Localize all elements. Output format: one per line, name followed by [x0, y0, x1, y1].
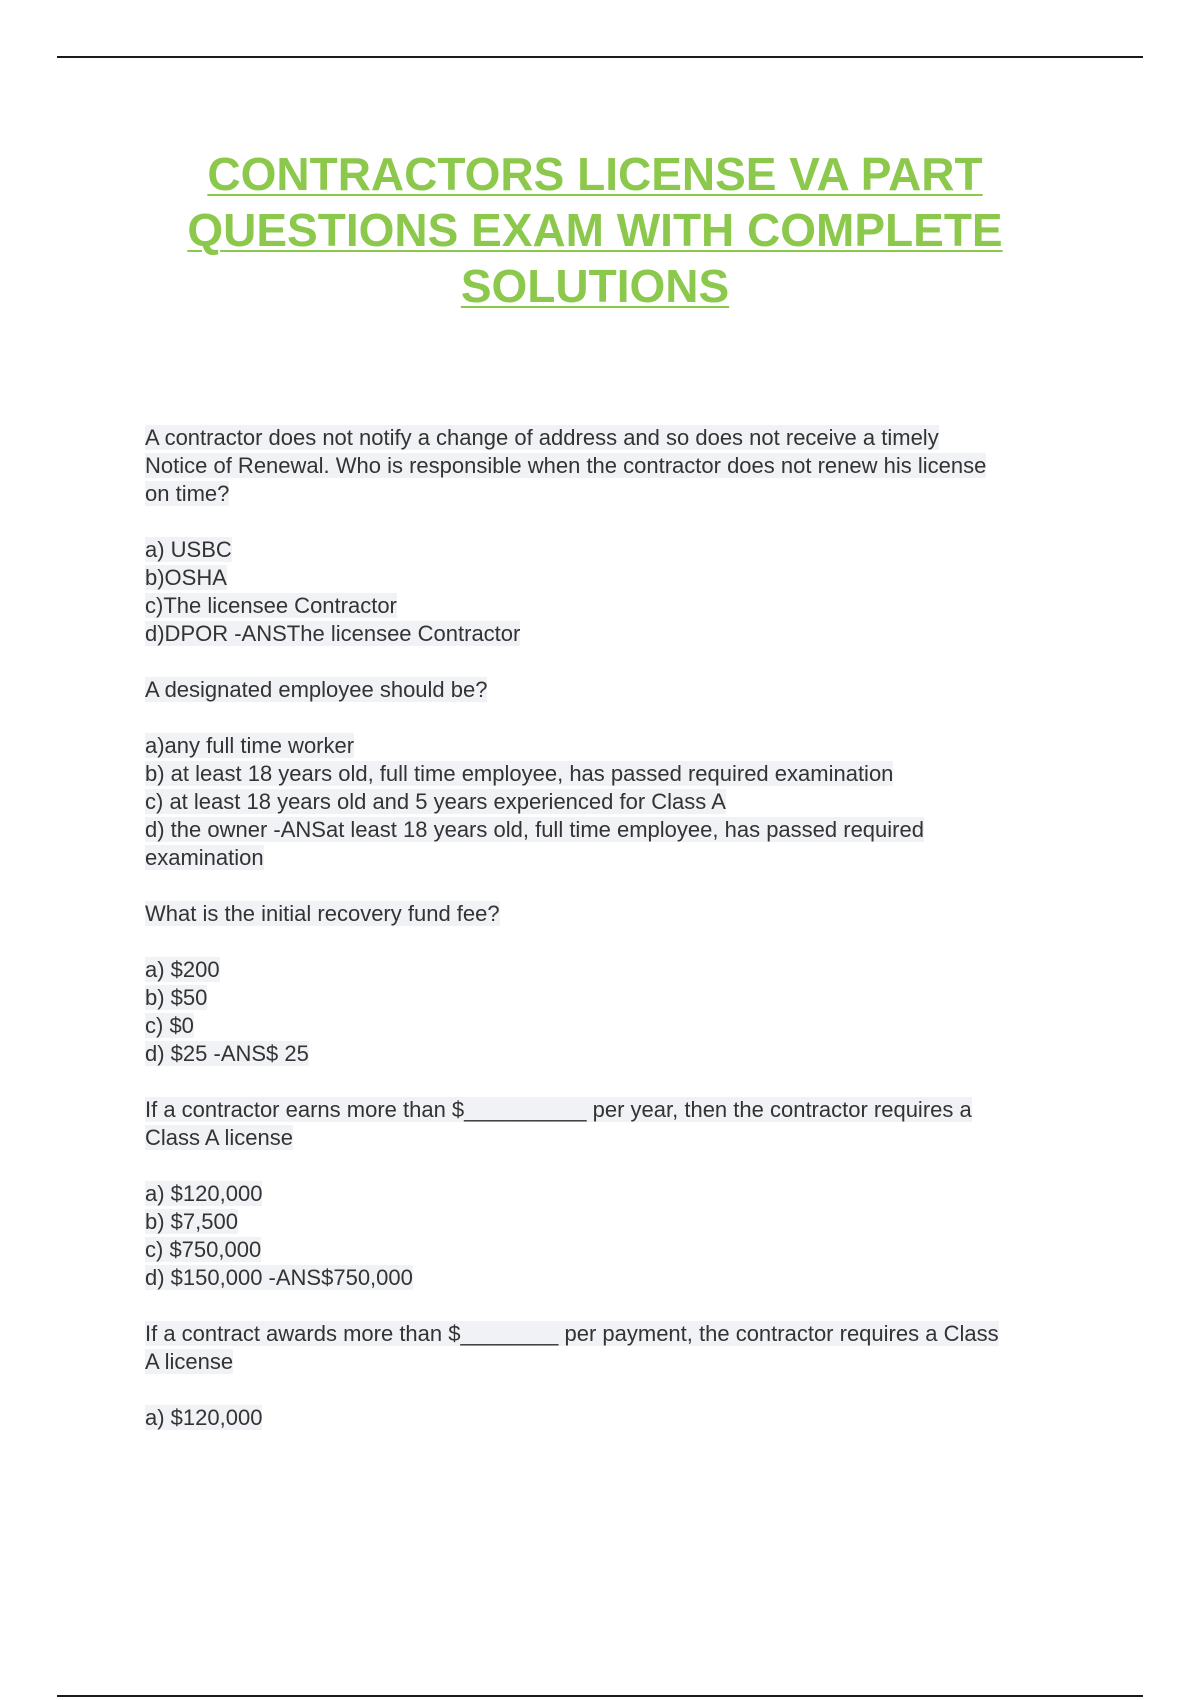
option-line: a) USBC	[145, 537, 232, 562]
question-text-line: Class A license	[145, 1125, 293, 1150]
option-line: a)any full time worker	[145, 733, 355, 758]
option-answer-line: d) $25 -ANS$ 25	[145, 1041, 309, 1066]
question-text-line: A designated employee should be?	[145, 677, 488, 702]
option-answer-line: d) $150,000 -ANS$750,000	[145, 1265, 413, 1290]
bottom-rule	[57, 1695, 1143, 1697]
options-1	[145, 536, 1095, 648]
option-line: a) $120,000	[145, 1181, 263, 1206]
question-4	[145, 1096, 1095, 1152]
document-body	[145, 424, 1095, 1460]
option-line: a) $120,000	[145, 1405, 263, 1430]
options-3	[145, 956, 1095, 1068]
option-line: b) $7,500	[145, 1209, 238, 1234]
option-answer-line: examination	[145, 845, 264, 870]
option-line: c) at least 18 years old and 5 years experienced for Class A	[145, 789, 726, 814]
option-line: c)The licensee Contractor	[145, 593, 397, 618]
question-text-line: A contractor does not notify a change of address and so does not receive a timely	[145, 425, 939, 450]
question-text-line: If a contractor earns more than $__________ per year, then the contractor requires a	[145, 1097, 972, 1122]
title-line: CONTRACTORS LICENSE VA PART	[207, 148, 983, 200]
options-2	[145, 732, 1095, 872]
option-answer-line: d)DPOR -ANSThe licensee Contractor	[145, 621, 521, 646]
question-3	[145, 900, 1095, 928]
document-title	[130, 146, 1060, 314]
title-line: SOLUTIONS	[460, 260, 730, 312]
option-line: a) $200	[145, 957, 220, 982]
option-line: b)OSHA	[145, 565, 227, 590]
option-line: c) $0	[145, 1013, 194, 1038]
option-line: b) at least 18 years old, full time employee, has passed required examination	[145, 761, 894, 786]
option-answer-line: d) the owner -ANSat least 18 years old, full time employee, has passed required	[145, 817, 924, 842]
question-text-line: A license	[145, 1349, 234, 1374]
question-text-line: If a contract awards more than $________ per payment, the contractor requires a Class	[145, 1321, 999, 1346]
option-line: b) $50	[145, 985, 208, 1010]
question-1	[145, 424, 1095, 508]
top-rule	[57, 56, 1143, 58]
question-text-line: What is the initial recovery fund fee?	[145, 901, 500, 926]
options-5	[145, 1404, 1095, 1432]
option-line: c) $750,000	[145, 1237, 262, 1262]
title-line: QUESTIONS EXAM WITH COMPLETE	[187, 204, 1003, 256]
question-text-line: Notice of Renewal. Who is responsible when the contractor does not renew his license	[145, 453, 987, 478]
question-2	[145, 676, 1095, 704]
question-5	[145, 1320, 1095, 1376]
question-text-line: on time?	[145, 481, 230, 506]
options-4	[145, 1180, 1095, 1292]
